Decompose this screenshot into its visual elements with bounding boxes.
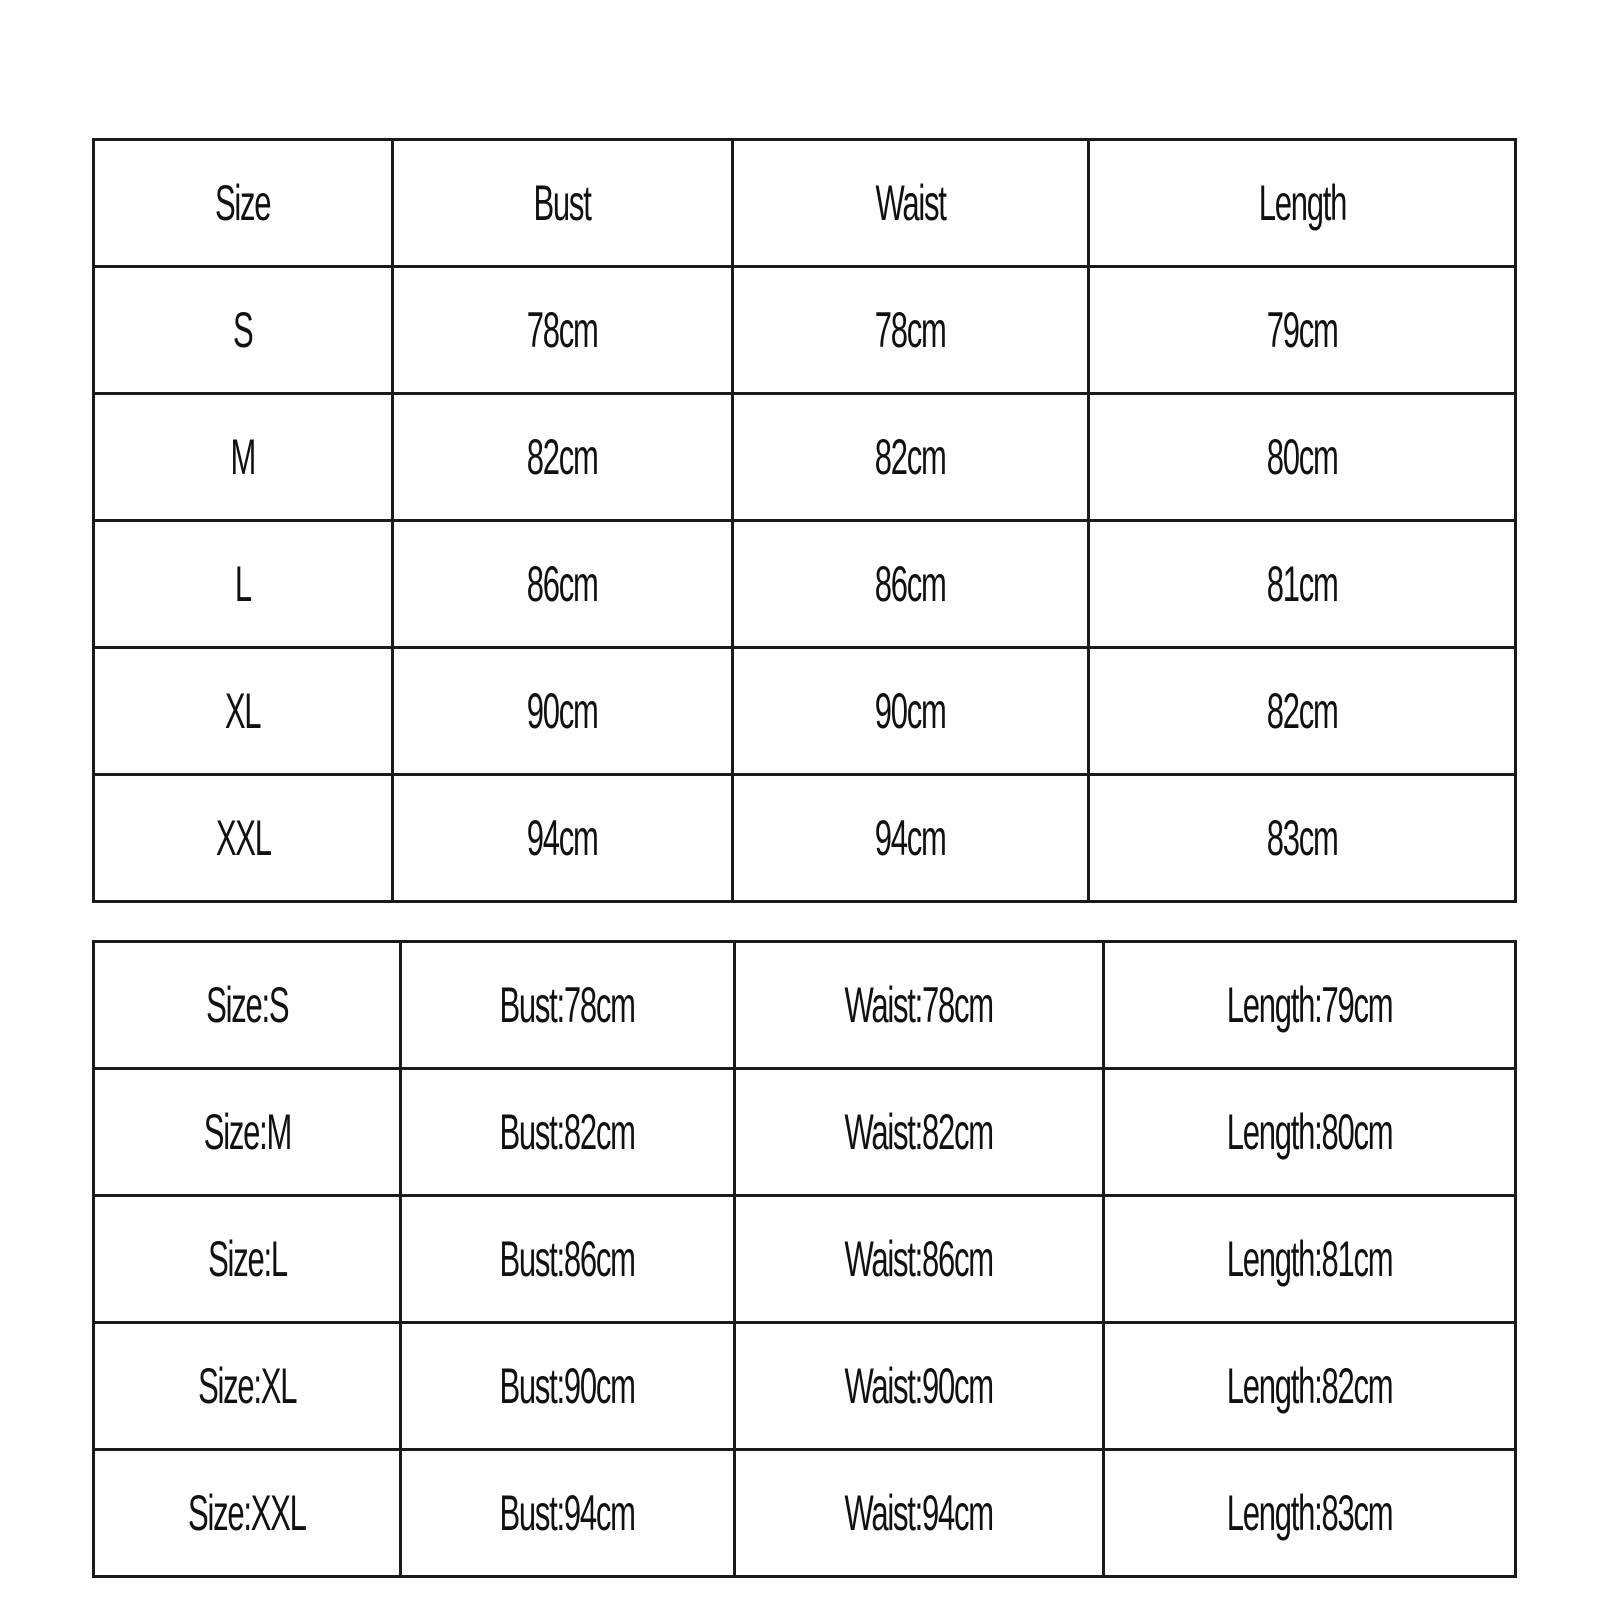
cell-length: 82cm <box>1089 648 1516 775</box>
cell-waist: Waist:78cm <box>735 942 1104 1069</box>
cell-length: Length:79cm <box>1104 942 1516 1069</box>
cell-bust: Bust:78cm <box>401 942 735 1069</box>
cell-size: Size:M <box>94 1069 401 1196</box>
size-chart-table <box>92 138 1517 903</box>
cell-size: Size:L <box>94 1196 401 1323</box>
cell-bust: 82cm <box>393 394 733 521</box>
header-bust: Bust <box>393 140 733 267</box>
table-row <box>94 1323 1516 1450</box>
cell-waist: 90cm <box>733 648 1089 775</box>
cell-size: Size:S <box>94 942 401 1069</box>
cell-length: 83cm <box>1089 775 1516 902</box>
table-row <box>94 1196 1516 1323</box>
table-header-row <box>94 140 1516 267</box>
table-row <box>94 942 1516 1069</box>
table-row <box>94 1069 1516 1196</box>
table-row <box>94 267 1516 394</box>
table-row <box>94 521 1516 648</box>
cell-size: M <box>94 394 393 521</box>
table-row <box>94 1450 1516 1577</box>
cell-length: 80cm <box>1089 394 1516 521</box>
cell-waist: 86cm <box>733 521 1089 648</box>
size-detail-table <box>92 940 1517 1578</box>
cell-bust: Bust:82cm <box>401 1069 735 1196</box>
cell-waist: Waist:86cm <box>735 1196 1104 1323</box>
cell-waist: Waist:82cm <box>735 1069 1104 1196</box>
cell-size: XL <box>94 648 393 775</box>
table-row <box>94 394 1516 521</box>
cell-bust: 86cm <box>393 521 733 648</box>
cell-length: 81cm <box>1089 521 1516 648</box>
cell-length: 79cm <box>1089 267 1516 394</box>
cell-waist: Waist:94cm <box>735 1450 1104 1577</box>
header-size: Size <box>94 140 393 267</box>
header-length: Length <box>1089 140 1516 267</box>
cell-length: Length:80cm <box>1104 1069 1516 1196</box>
cell-length: Length:82cm <box>1104 1323 1516 1450</box>
cell-length: Length:81cm <box>1104 1196 1516 1323</box>
cell-waist: Waist:90cm <box>735 1323 1104 1450</box>
cell-size: Size:XXL <box>94 1450 401 1577</box>
table-row <box>94 648 1516 775</box>
cell-size: XXL <box>94 775 393 902</box>
table-row <box>94 775 1516 902</box>
cell-waist: 94cm <box>733 775 1089 902</box>
cell-bust: 90cm <box>393 648 733 775</box>
cell-bust: 94cm <box>393 775 733 902</box>
cell-bust: Bust:94cm <box>401 1450 735 1577</box>
cell-size: Size:XL <box>94 1323 401 1450</box>
cell-size: L <box>94 521 393 648</box>
cell-bust: Bust:86cm <box>401 1196 735 1323</box>
cell-waist: 78cm <box>733 267 1089 394</box>
cell-bust: 78cm <box>393 267 733 394</box>
cell-waist: 82cm <box>733 394 1089 521</box>
header-waist: Waist <box>733 140 1089 267</box>
cell-size: S <box>94 267 393 394</box>
cell-length: Length:83cm <box>1104 1450 1516 1577</box>
cell-bust: Bust:90cm <box>401 1323 735 1450</box>
